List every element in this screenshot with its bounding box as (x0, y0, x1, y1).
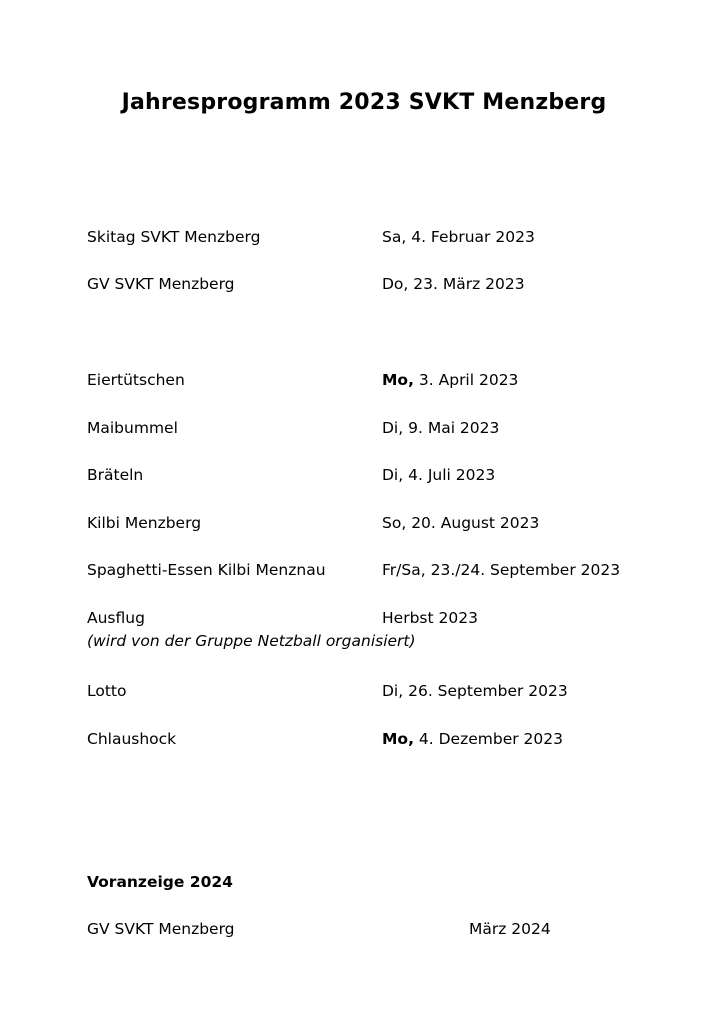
event-date (382, 368, 518, 392)
event-date-text: 20. August 2023 (411, 514, 540, 532)
event-date (382, 558, 620, 582)
event-name: GV SVKT Menzberg (87, 275, 235, 293)
event-date-text: 23./24. September 2023 (430, 561, 621, 579)
event-date-text: 4. Dezember 2023 (418, 730, 563, 748)
event-weekday: Mo, (382, 730, 414, 748)
event-date-text: 23. März 2023 (413, 275, 525, 293)
event-row-eiertuetschen (0, 368, 728, 392)
event-date (382, 272, 525, 296)
preview-event-name: GV SVKT Menzberg (87, 920, 235, 938)
event-name: Chlaushock (87, 730, 177, 748)
event-name: Maibummel (87, 419, 178, 437)
event-date (382, 606, 478, 630)
event-date (382, 679, 568, 703)
event-weekday: Fr/Sa, (382, 561, 426, 579)
event-weekday: Do, (382, 275, 409, 293)
page-title: Jahresprogramm 2023 SVKT Menzberg (121, 90, 607, 115)
event-weekday: Sa, (382, 228, 407, 246)
event-date (382, 511, 539, 535)
event-name: Kilbi Menzberg (87, 514, 202, 532)
event-date (382, 463, 495, 487)
event-date-text: 9. Mai 2023 (408, 419, 500, 437)
event-row-spaghetti-essen (0, 558, 728, 582)
event-name: Ausflug (87, 609, 145, 627)
event-row-kilbi-menzberg (0, 511, 728, 535)
event-name: Spaghetti-Essen Kilbi Menznau (87, 561, 326, 579)
event-date-text: 4. Februar 2023 (411, 228, 535, 246)
event-weekday: Di, (382, 682, 404, 700)
event-row-braeteln (0, 463, 728, 487)
event-name: Bräteln (87, 466, 144, 484)
event-date (382, 727, 563, 751)
event-weekday: So, (382, 514, 407, 532)
event-row-lotto (0, 679, 728, 703)
preview-row-gv (0, 917, 728, 941)
event-row-skitag (0, 225, 728, 249)
event-name: Skitag SVKT Menzberg (87, 228, 261, 246)
event-date (382, 416, 499, 440)
event-weekday: Mo, (382, 371, 414, 389)
event-date (382, 225, 535, 249)
event-date-text: 4. Juli 2023 (408, 466, 496, 484)
preview-heading: Voranzeige 2024 (87, 873, 233, 891)
event-name: Lotto (87, 682, 127, 700)
event-weekday: Di, (382, 419, 404, 437)
ausflug-note: (wird von der Gruppe Netzball organisiert) (87, 632, 416, 650)
event-date-text: 3. April 2023 (418, 371, 519, 389)
event-date-text: Herbst 2023 (382, 609, 478, 627)
event-name: Eiertütschen (87, 371, 185, 389)
event-row-chlaushock (0, 727, 728, 751)
preview-event-date: März 2024 (469, 920, 551, 938)
event-row-ausflug (0, 606, 728, 630)
event-date-text: 26. September 2023 (408, 682, 568, 700)
event-row-gv (0, 272, 728, 296)
event-weekday: Di, (382, 466, 404, 484)
event-row-maibummel (0, 416, 728, 440)
